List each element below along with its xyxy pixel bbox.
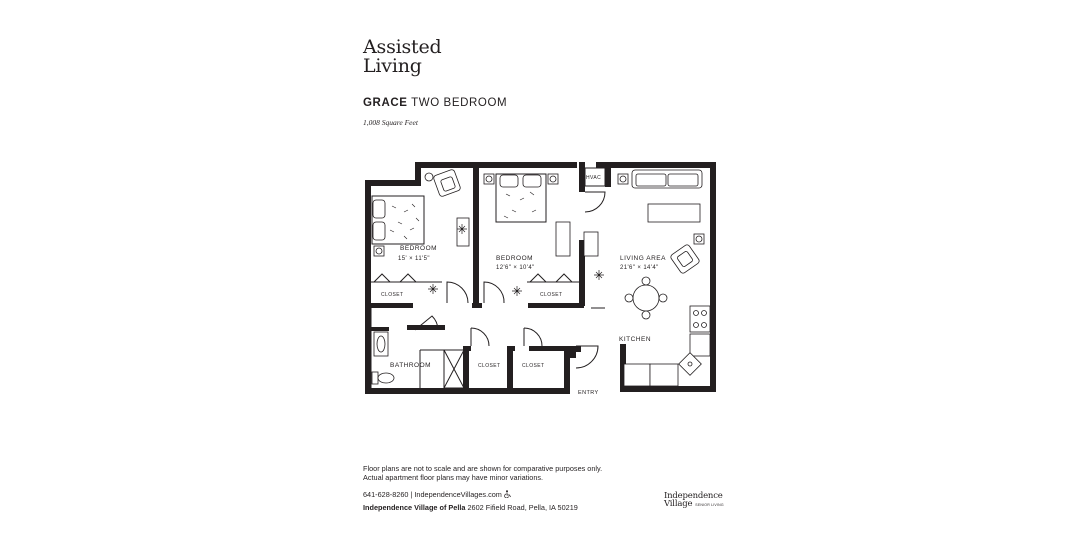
closet-label-bedroom2: CLOSET	[540, 292, 563, 298]
closet-label-bedroom1: CLOSET	[381, 292, 404, 298]
table-icon	[633, 285, 659, 311]
room-label-living: LIVING AREA	[620, 255, 666, 262]
logo-line1: Independence	[664, 491, 723, 501]
disclaimer-line1: Floor plans are not to scale and are shown for comparative purposes only.	[363, 464, 603, 473]
accessible-icon	[504, 490, 512, 498]
heading-line2: Living	[363, 55, 422, 77]
room-dims-living: 21'6" × 14'4"	[620, 265, 659, 271]
heading-line1: Assisted	[363, 36, 442, 58]
toilet-icon	[372, 372, 378, 384]
closet-label-hall1: CLOSET	[478, 363, 501, 369]
room-label-bathroom: BATHROOM	[390, 362, 432, 369]
room-label-bedroom1: BEDROOM	[400, 245, 438, 252]
logo-tagline: SENIOR LIVING	[695, 503, 724, 507]
address: 2602 Fifield Road, Pella, IA 50219	[467, 503, 578, 512]
plant-icon	[425, 173, 433, 181]
logo-line2: Village	[664, 499, 693, 509]
closet-label-hall2: CLOSET	[522, 363, 545, 369]
contact-line	[363, 490, 512, 499]
bed-icon	[496, 174, 546, 222]
plan-name: GRACE	[363, 97, 408, 109]
community-name: Independence Village of Pella	[363, 503, 466, 512]
room-label-bedroom2: BEDROOM	[496, 255, 534, 262]
phone-web: 641-628-8260 | IndependenceVillages.com	[363, 490, 502, 499]
disclaimer-line2: Actual apartment floor plans may have minor variations.	[363, 473, 544, 482]
entry-label: ENTRY	[578, 390, 599, 396]
room-dims-bedroom1: 15' × 11'5"	[398, 256, 430, 262]
stove-icon	[690, 306, 710, 332]
hvac-label: HVAC	[586, 175, 602, 181]
plan-title	[363, 97, 507, 109]
plan-area: 1,008 Square Feet	[363, 118, 418, 127]
bed-icon	[372, 196, 424, 244]
address-line	[363, 503, 578, 512]
independence-village-logo	[664, 492, 724, 508]
plan-type: TWO BEDROOM	[411, 97, 508, 109]
room-label-kitchen: KITCHEN	[619, 336, 652, 343]
room-dims-bedroom2: 12'6" × 10'4"	[496, 265, 535, 271]
floor-plan	[360, 160, 720, 400]
